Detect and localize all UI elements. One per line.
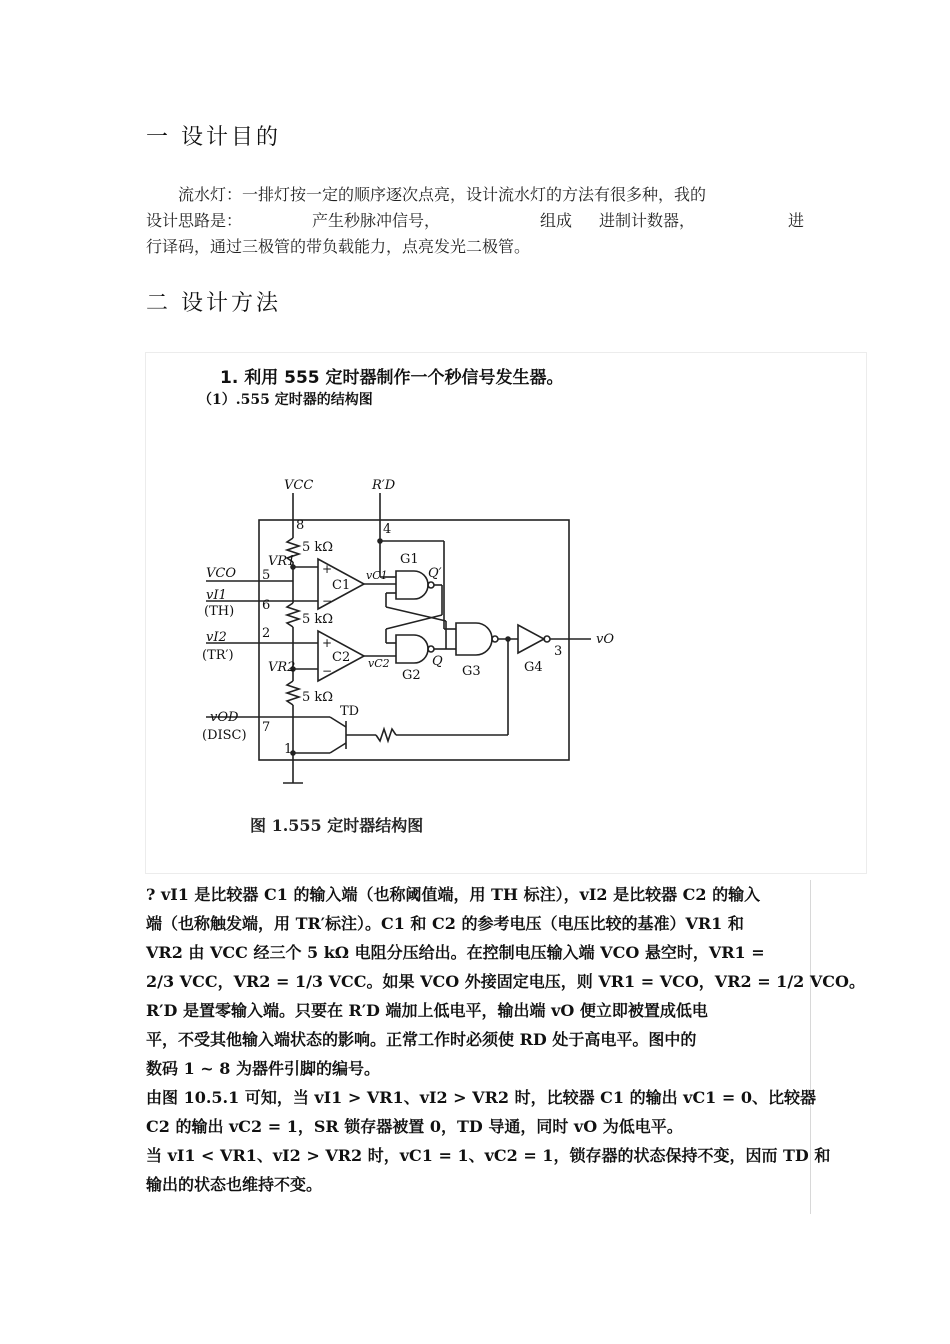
svg-text:TD: TD xyxy=(340,704,360,719)
svg-text:vC2: vC2 xyxy=(368,657,390,670)
svg-text:6: 6 xyxy=(262,598,271,613)
svg-text:R′D: R′D xyxy=(372,478,396,493)
figure-caption: 图 1.555 定时器结构图 xyxy=(250,816,424,835)
paragraph-line-spaced: 设计思路是： 产生秒脉冲信号， 组成 进制计数器， 进 xyxy=(146,211,805,230)
paragraph-line: 行译码，通过三极管的带负载能力，点亮发光二极管。 xyxy=(146,237,531,256)
svg-text:7: 7 xyxy=(262,720,271,735)
svg-text:Q: Q xyxy=(432,654,443,669)
section-heading-purpose: 一 设计目的 xyxy=(146,125,281,150)
svg-text:+: + xyxy=(322,562,333,576)
text-line: R′D 是置零输入端。只要在 R′D 端加上低电平，输出端 vO 便立即被置成低电 xyxy=(146,1001,708,1020)
text-line: 当 vI1 < VR1、vI2 > VR2 时，vC1 = 1、vC2 = 1，锁存器的状态保持不变，因而 TD 和 xyxy=(146,1146,831,1165)
svg-text:vC1: vC1 xyxy=(366,569,388,582)
svg-text:1: 1 xyxy=(284,742,293,757)
svg-text:vI2: vI2 xyxy=(206,630,227,645)
text-line: ? vI1 是比较器 C1 的输入端（也称阈值端，用 TH 标注），vI2 是比较器 C2 的输入 xyxy=(146,885,761,904)
svg-text:G4: G4 xyxy=(524,660,543,675)
nand-gate-g3 xyxy=(456,623,492,655)
svg-text:5: 5 xyxy=(262,568,271,583)
svg-text:VCC: VCC xyxy=(284,478,314,493)
svg-text:G1: G1 xyxy=(400,552,419,567)
svg-text:C2: C2 xyxy=(332,650,351,665)
purpose-paragraph xyxy=(146,182,806,260)
svg-text:VR2: VR2 xyxy=(268,660,296,675)
svg-text:2: 2 xyxy=(262,626,271,641)
svg-text:vOD: vOD xyxy=(210,710,239,725)
resistor-2 xyxy=(287,603,299,627)
timer-schematic xyxy=(146,353,866,793)
svg-text:(TR′): (TR′) xyxy=(202,648,234,663)
svg-text:5 kΩ: 5 kΩ xyxy=(302,612,334,627)
svg-text:+: + xyxy=(322,636,333,650)
svg-text:5 kΩ: 5 kΩ xyxy=(302,540,334,555)
svg-text:5 kΩ: 5 kΩ xyxy=(302,690,334,705)
figure-subtitle: （1）.555 定时器的结构图 xyxy=(198,392,373,408)
svg-text:4: 4 xyxy=(383,522,392,537)
paragraph-line: 流水灯：一排灯按一定的顺序逐次点亮，设计流水灯的方法有很多种，我的 xyxy=(178,185,707,204)
resistor-3 xyxy=(287,681,299,705)
nand-gate-g2 xyxy=(396,635,428,663)
figure-555-timer xyxy=(145,352,867,874)
inverter-g4 xyxy=(518,625,544,653)
svg-text:VR1: VR1 xyxy=(268,554,296,569)
svg-text:3: 3 xyxy=(554,644,563,659)
nand-gate-g1 xyxy=(396,571,428,599)
svg-text:−: − xyxy=(322,594,333,608)
scanned-text-block xyxy=(146,880,865,1214)
svg-text:C1: C1 xyxy=(332,578,351,593)
svg-text:vO: vO xyxy=(596,632,615,647)
text-line: 由图 10.5.1 可知，当 vI1 > VR1、vI2 > VR2 时，比较器 C1 的输出 vC1 = 0、比较器 xyxy=(146,1088,816,1107)
base-resistor xyxy=(376,729,396,741)
text-line: 端（也称触发端，用 TR′标注）。C1 和 C2 的参考电压（电压比较的基准）VR1 和 xyxy=(146,914,744,933)
text-line: 2/3 VCC，VR2 = 1/3 VCC。如果 VCO 外接固定电压，则 VR1 = VCO，VR2 = 1/2 VCO。 xyxy=(146,972,865,991)
svg-text:vI1: vI1 xyxy=(206,588,227,603)
text-line: 平，不受其他输入端状态的影响。正常工作时必须使 RD 处于高电平。图中的 xyxy=(146,1030,697,1049)
section-heading-method: 二 设计方法 xyxy=(146,291,281,316)
figure-title: 1. 利用 555 定时器制作一个秒信号发生器。 xyxy=(220,368,564,388)
svg-text:8: 8 xyxy=(296,518,305,533)
svg-text:Q′: Q′ xyxy=(428,566,442,581)
text-line: 输出的状态也维持不变。 xyxy=(146,1175,323,1194)
svg-text:(TH): (TH) xyxy=(204,604,235,619)
text-line: 数码 1 ~ 8 为器件引脚的编号。 xyxy=(146,1059,380,1078)
svg-text:(DISC): (DISC) xyxy=(202,728,247,743)
svg-text:G3: G3 xyxy=(462,664,481,679)
svg-text:−: − xyxy=(322,664,333,678)
text-line: VR2 由 VCC 经三个 5 kΩ 电阻分压给出。在控制电压输入端 VCO 悬空时，VR1 = xyxy=(146,943,765,962)
text-line: C2 的输出 vC2 = 1，SR 锁存器被置 0，TD 导通，同时 vO 为低电平。 xyxy=(146,1117,683,1136)
svg-text:VCO: VCO xyxy=(206,566,236,581)
svg-text:G2: G2 xyxy=(402,668,421,683)
